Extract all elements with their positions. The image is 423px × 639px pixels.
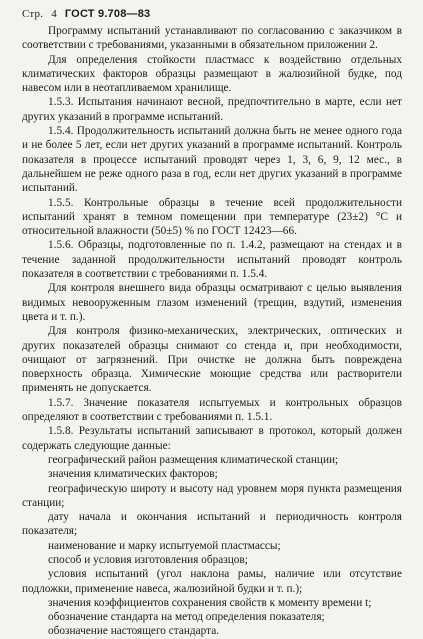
list-item: обозначение настоящего стандарта. <box>48 625 220 638</box>
clause-1-5-3: 1.5.3. Испытания начинают весной, предпочтительно в марте, если нет других указаний в программе испытаний. <box>22 96 402 123</box>
page-header <box>22 6 150 22</box>
clause-1-5-5: 1.5.5. Контрольные образцы в течение всей продолжительности испытаний хранят в темном помещении при температуре (23±2) °С и относительной влажности (50±5) % по ГОСТ 12423—66. <box>22 196 402 238</box>
paragraph: Для контроля внешнего вида образцы осматривают с целью выявления видимых невооруженным глазом изменений (трещин, вздутий, изменения цвета и т. п.). <box>22 282 402 323</box>
paragraph: Для определения стойкости пластмасс к воздействию отдельных климатических факторов образцы размещают в жалюзийной будке, под навесом или в неотапливаемом хранилище. <box>22 53 402 95</box>
clause-1-5-4: 1.5.4. Продолжительность испытаний должна быть не менее одного года и не более 5 лет, если нет других указаний в программе испытаний. Контроль показателя в процессе испытаний проводят через 1, 3, 6, 9, 12 мес., в дальнейшем не реже одного раза в год, если нет других указаний в программе испытаний. <box>22 125 402 195</box>
clause-1-5-8: 1.5.8. Результаты испытаний записывают в протокол, который должен содержать следующие данные: <box>22 425 402 452</box>
list-item: географическую широту и высоту над уровнем моря пункта размещения станции; <box>22 482 402 509</box>
list-item: значения коэффициентов сохранения свойств к моменту времени t; <box>48 596 372 609</box>
clause-1-5-7: 1.5.7. Значение показателя испытуемых и контрольных образцов определяют в соответствии с требованиями п. 1.5.1. <box>22 396 402 424</box>
list-item: способ и условия изготовления образцов; <box>48 553 248 566</box>
page-label: Стр. <box>22 8 44 20</box>
paragraph: Программу испытаний устанавливают по согласованию с заказчиком в соответствии с требованиями, указанными в обязательном приложении 2. <box>22 25 402 52</box>
list-item: наименование и марку испытуемой пластмассы; <box>48 539 281 552</box>
list-item: обозначение стандарта на метод определения показателя; <box>48 611 325 624</box>
list-item: условия испытаний (угол наклона рамы, наличие или отсутствие подложки, применение навеса, жалюзийной будки и т. п.); <box>22 568 402 595</box>
list-item: значения климатических факторов; <box>48 468 218 481</box>
list-item: географический район размещения климатической станции; <box>48 453 339 466</box>
list-item: дату начала и окончания испытаний и периодичность контроля показателя; <box>22 511 402 538</box>
document-code: ГОСТ 9.708—83 <box>64 8 151 20</box>
paragraph: Для контроля физико-механических, электрических, оптических и других показателей образцы снимают со стенда и, при необходимости, очищают от загрязнений. При очистке не должна быть повреждена поверхность образца. Химические моющие средства или растворители применять не допускается. <box>22 325 402 395</box>
document-body <box>22 24 402 639</box>
clause-1-5-6: 1.5.6. Образцы, подготовленные по п. 1.4.2, размещают на стендах и в течение заданной продолжительности испытаний проводят контроль показателя в соответствии с требованиями п. 1.5.4. <box>22 239 402 281</box>
page-number: 4 <box>51 8 57 20</box>
